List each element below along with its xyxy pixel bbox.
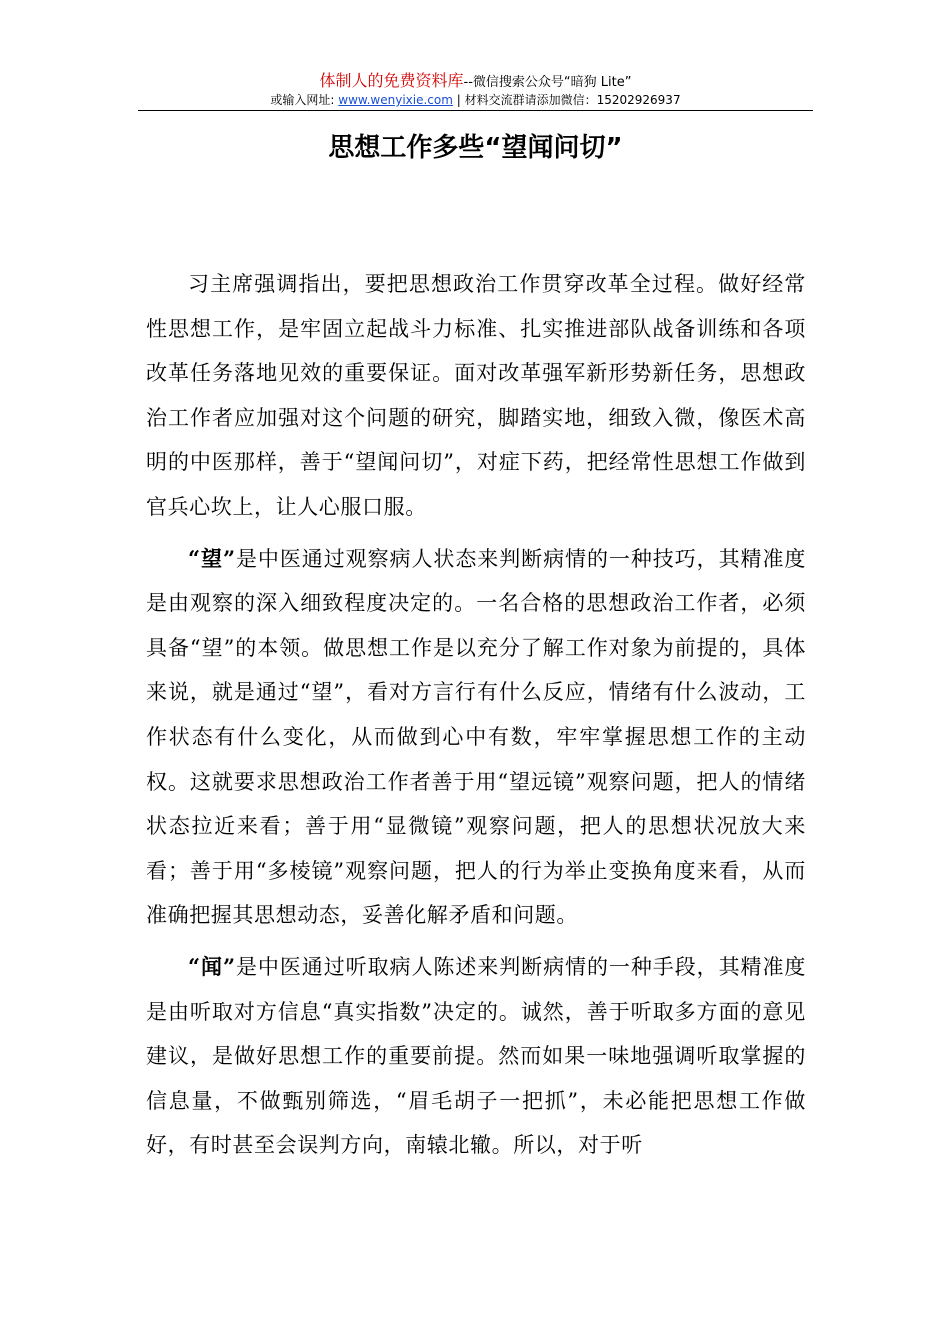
page-header — [138, 72, 813, 109]
contact-info: | 材料交流群请添加微信：15202926937 — [452, 93, 681, 107]
document-title: 思想工作多些“望闻问切” — [328, 133, 623, 163]
brand-name: 体制人的免费资料库 — [319, 71, 464, 90]
header-line-1 — [138, 72, 813, 92]
paragraph-lead: “闻” — [188, 953, 236, 979]
header-line-2 — [138, 92, 813, 109]
paragraph-text: 是中医通过听取病人陈述来判断病情的一种手段，其精准度是由听取对方信息“真实指数”决定的。诚然，善于听取多方面的意见建议，是做好思想工作的重要前提。然而如果一味地强调听取掌握的信息量，不做甄别筛选，“眉毛胡子一把抓”，未必能把思想工作做好，有时甚至会误判方向，南辕北辙。所以，对于听 — [146, 954, 806, 1158]
document-body — [146, 262, 806, 1175]
header-divider — [138, 110, 813, 111]
header-tagline: --微信搜索公众号“暗狗 Lite” — [463, 75, 632, 90]
paragraph-3 — [146, 945, 806, 1168]
url-prefix: 或输入网址: — [270, 93, 339, 107]
paragraph-text: 是中医通过观察病人状态来判断病情的一种技巧，其精准度是由观察的深入细致程度决定的。一名合格的思想政治工作者，必须具备“望”的本领。做思想工作是以充分了解工作对象为前提的，具体来说，就是通过“望”，看对方言行有什么反应，情绪有什么波动，工作状态有什么变化，从而做到心中有数，牢牢掌握思想工作的主动权。这就要求思想政治工作者善于用“望远镜”观察问题，把人的情绪状态拉近来看；善于用“显微镜”观察问题，把人的思想状况放大来看；善于用“多棱镜”观察问题，把人的行为举止变换角度来看，从而准确把握其思想动态，妥善化解矛盾和问题。 — [146, 546, 806, 928]
paragraph-lead: “望” — [188, 545, 236, 571]
paragraph-text: 习主席强调指出，要把思想政治工作贯穿改革全过程。做好经常性思想工作，是牢固立起战斗力标准、扎实推进部队战备训练和各项改革任务落地见效的重要保证。面对改革强军新形势新任务，思想政治工作者应加强对这个问题的研究，脚踏实地，细致入微，像医术高明的中医那样，善于“望闻问切”，对症下药，把经常性思想工作做到官兵心坎上，让人心服口服。 — [146, 272, 806, 519]
paragraph-2 — [146, 537, 806, 938]
paragraph-1 — [146, 262, 806, 530]
website-link[interactable]: www.wenyixie.com — [338, 93, 453, 107]
